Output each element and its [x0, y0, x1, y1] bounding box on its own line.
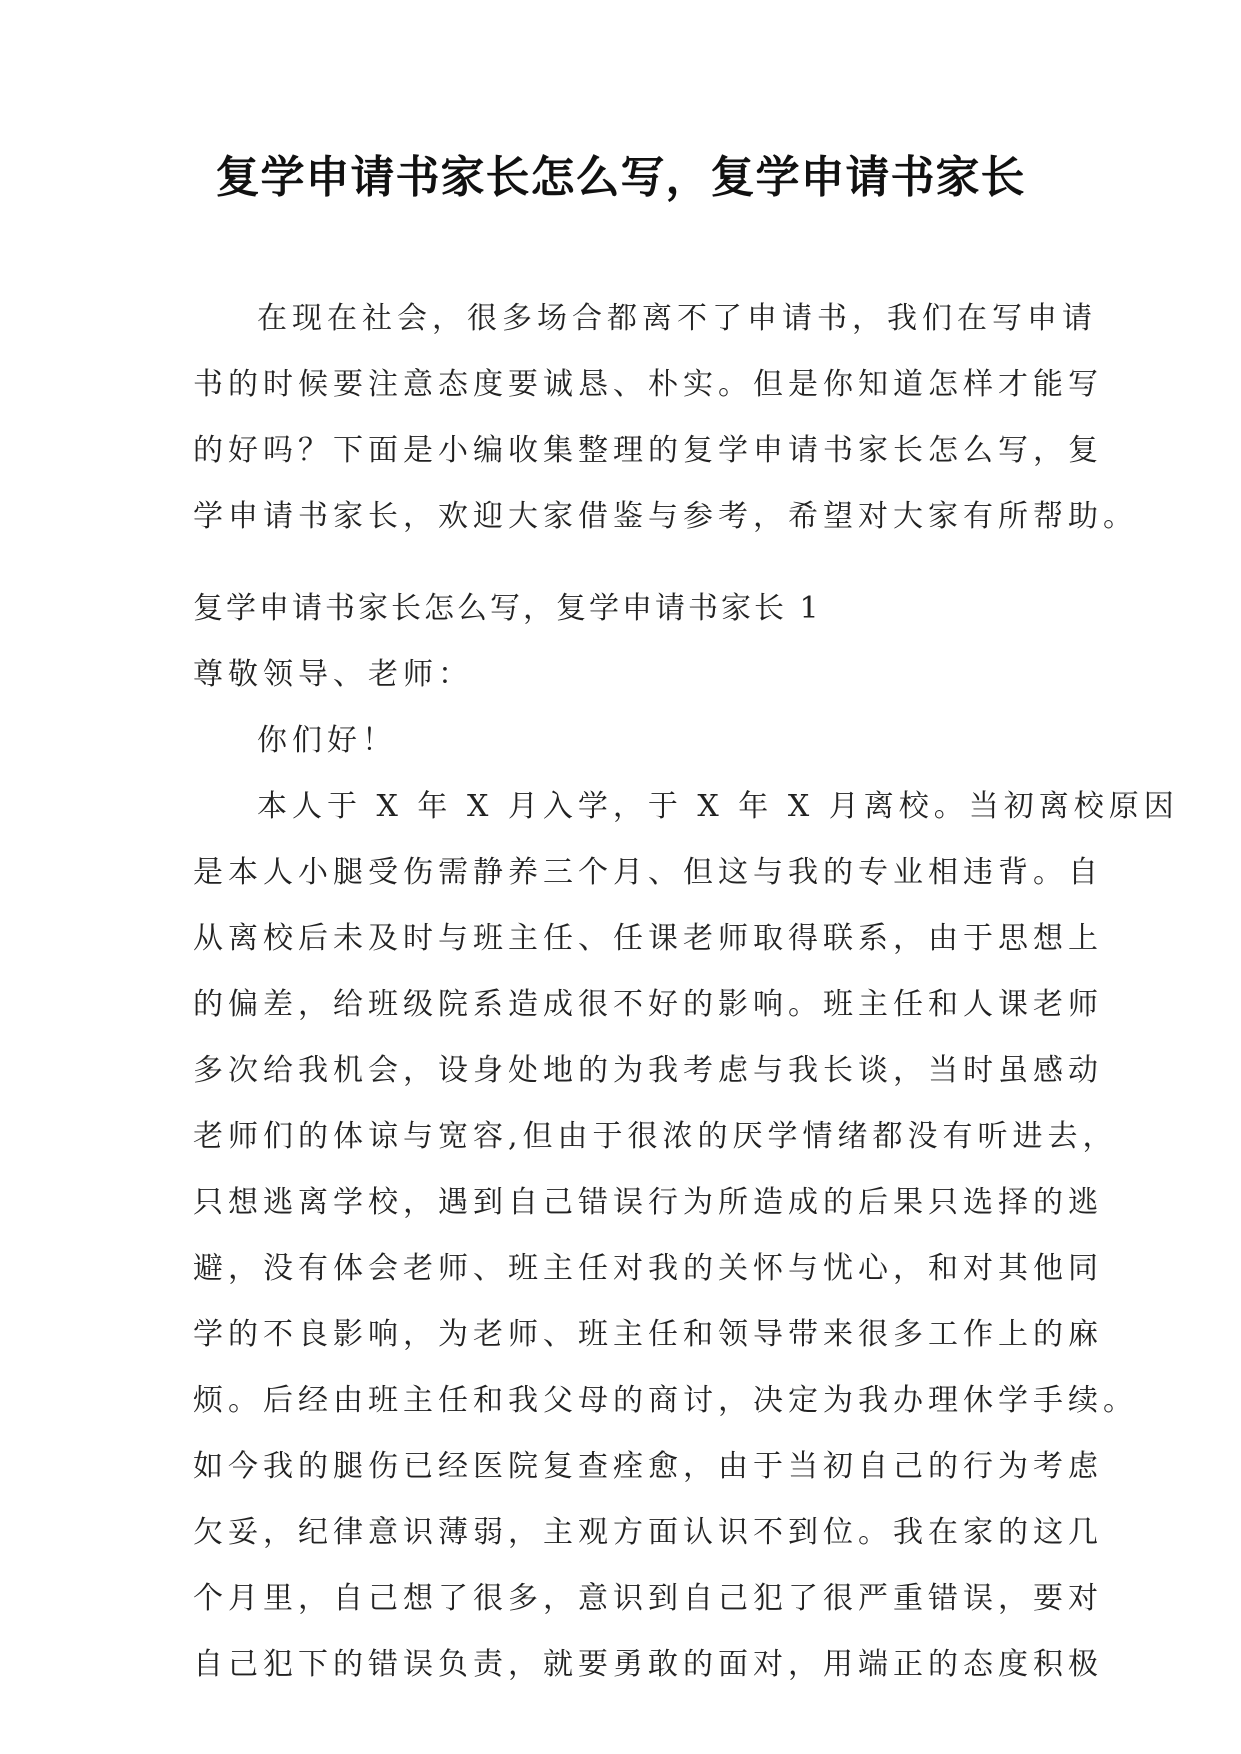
letter-line: 避，没有体会老师、班主任对我的关怀与忧心，和对其他同: [193, 1251, 1103, 1286]
letter-line: 多次给我机会，设身处地的为我考虑与我长谈，当时虽感动: [193, 1053, 1103, 1088]
letter-line: 老师们的体谅与宽容,但由于很浓的厌学情绪都没有听进去，: [193, 1119, 1118, 1154]
salutation: 尊敬领导、老师：: [193, 657, 473, 692]
intro-paragraph: [193, 286, 1138, 550]
document-title: 复学申请书家长怎么写，复学申请书家长: [215, 152, 1026, 203]
section-heading: 复学申请书家长怎么写，复学申请书家长 1: [193, 591, 822, 626]
letter-section: [193, 576, 1179, 1698]
intro-line: 书的时候要注意态度要诚恳、朴实。但是你知道怎样才能写: [193, 367, 1103, 402]
letter-line: 如今我的腿伤已经医院复查痊愈，由于当初自己的行为考虑: [193, 1449, 1103, 1484]
intro-line: 的好吗？下面是小编收集整理的复学申请书家长怎么写，复: [193, 433, 1103, 468]
letter-line: 本人于 X 年 X 月入学，于 X 年 X 月离校。当初离校原因: [257, 789, 1179, 824]
letter-line: 烦。后经由班主任和我父母的商讨，决定为我办理休学手续。: [193, 1383, 1138, 1418]
letter-line: 个月里，自己想了很多，意识到自己犯了很严重错误，要对: [193, 1581, 1103, 1616]
letter-line: 学的不良影响，为老师、班主任和领导带来很多工作上的麻: [193, 1317, 1103, 1352]
intro-line: 在现在社会，很多场合都离不了申请书，我们在写申请: [257, 301, 1097, 336]
letter-line: 自己犯下的错误负责，就要勇敢的面对，用端正的态度积极: [193, 1647, 1103, 1682]
letter-line: 只想逃离学校，遇到自己错误行为所造成的后果只选择的逃: [193, 1185, 1103, 1220]
intro-line: 学申请书家长，欢迎大家借鉴与参考，希望对大家有所帮助。: [193, 499, 1138, 534]
letter-line: 欠妥，纪律意识薄弱，主观方面认识不到位。我在家的这几: [193, 1515, 1103, 1550]
greeting: 你们好！: [257, 723, 397, 758]
letter-line: 的偏差，给班级院系造成很不好的影响。班主任和人课老师: [193, 987, 1103, 1022]
letter-line: 从离校后未及时与班主任、任课老师取得联系，由于思想上: [193, 921, 1103, 956]
letter-line: 是本人小腿受伤需静养三个月、但这与我的专业相违背。自: [193, 855, 1103, 890]
